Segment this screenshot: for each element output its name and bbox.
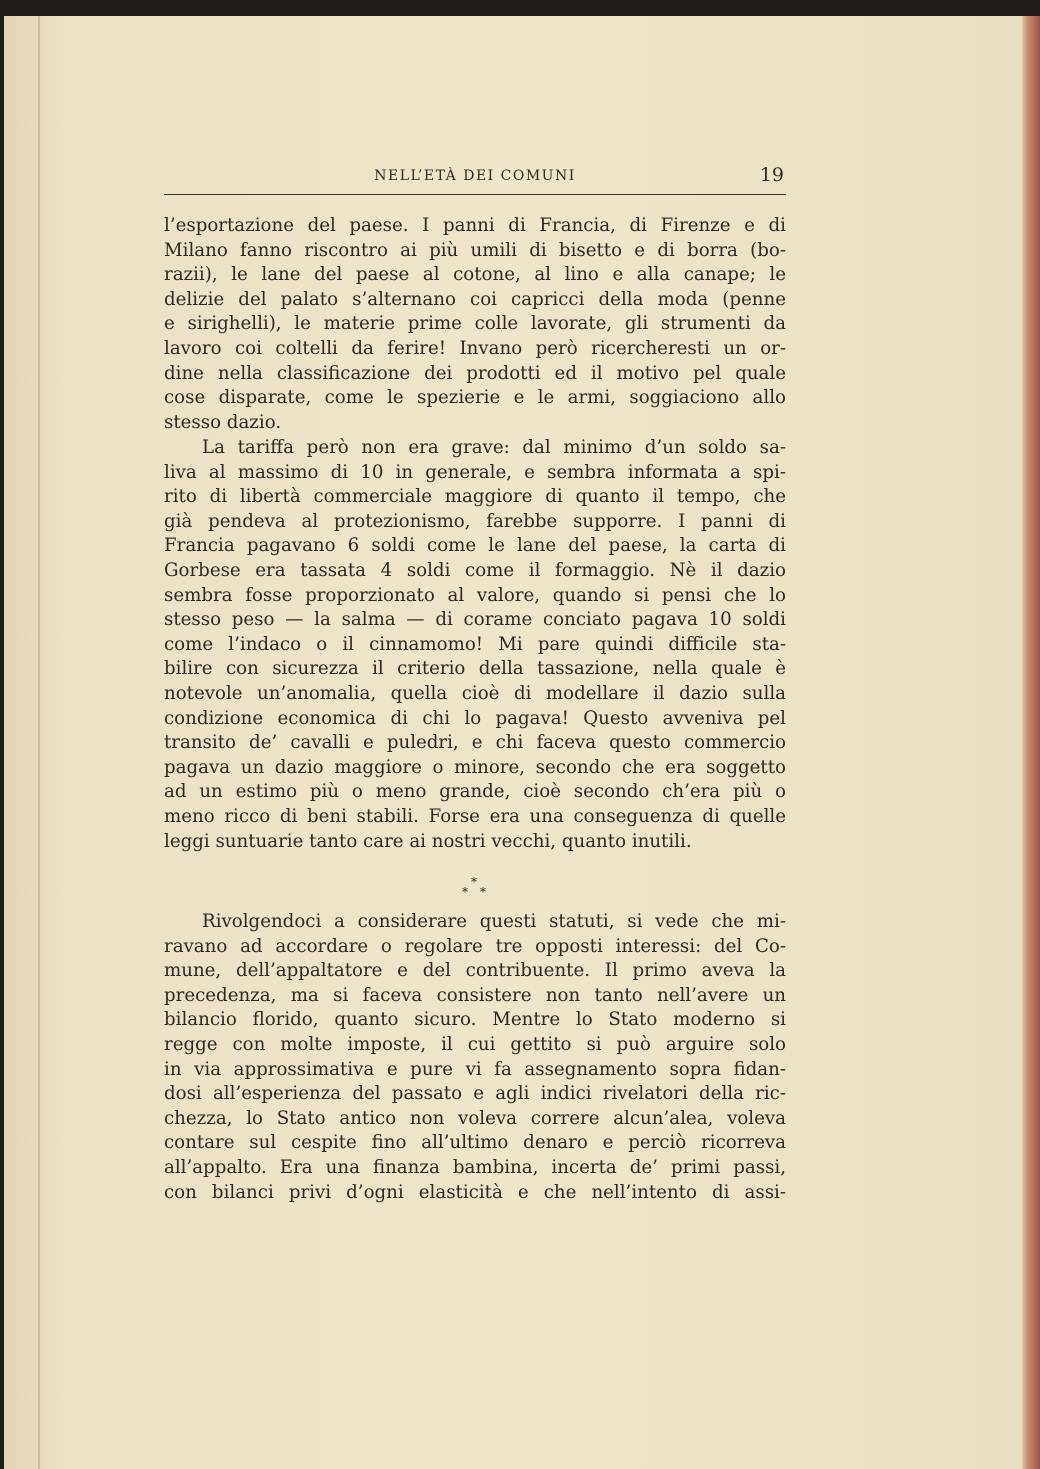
- text-line: lavoro coi coltelli da ferire! Invano però ricercheresti un or-: [164, 337, 786, 359]
- page-number: 19: [759, 164, 784, 186]
- paragraph-3: [164, 910, 786, 1205]
- paragraph-2: [164, 436, 786, 854]
- text-line: contare sul cespite fino all’ultimo denaro e perciò ricorreva: [164, 1132, 786, 1154]
- text-line: rito di libertà commerciale maggiore di quanto il tempo, che: [164, 486, 786, 508]
- running-head: [164, 160, 786, 195]
- text-line: cose disparate, come le spezierie e le armi, soggiaciono allo: [164, 387, 786, 409]
- text-line: liva al massimo di 10 in generale, e sembra informata a spi-: [164, 461, 786, 483]
- text-line: e sirighelli), le materie prime colle lavorate, gli strumenti da: [164, 313, 786, 335]
- text-line: stesso dazio.: [164, 411, 282, 433]
- section-break-asterism: [450, 874, 500, 904]
- text-line: leggi suntuarie tanto care ai nostri vecchi, quanto inutili.: [164, 830, 692, 852]
- text-line: dosi all’esperienza del passato e agli indici rivelatori della ric-: [164, 1083, 786, 1105]
- text-line: come l’indaco o il cinnamomo! Mi pare quindi difficile sta-: [164, 633, 786, 655]
- text-line: ad un estimo più o meno grande, cioè secondo ch’era più o: [164, 781, 786, 803]
- asterisk-icon: *: [471, 875, 477, 889]
- text-line: all’appalto. Era una finanza bambina, incerta de’ primi passi,: [164, 1156, 786, 1178]
- text-line: con bilanci privi d’ogni elasticità e che nell’intento di assi-: [164, 1181, 786, 1203]
- text-line: ravano ad accordare o regolare tre opposti interessi: del Co-: [164, 935, 786, 957]
- asterisk-icon: *: [480, 885, 486, 899]
- text-line: precedenza, ma si faceva consistere non tanto nell’avere un: [164, 984, 786, 1006]
- text-line: notevole un’anomalia, quella cioè di modellare il dazio sulla: [164, 682, 786, 704]
- text-line: bilire con sicurezza il criterio della tassazione, nella quale è: [164, 658, 786, 680]
- text-line: La tariffa però non era grave: dal minimo d’un soldo sa-: [202, 437, 786, 458]
- text-line: pagava un dazio maggiore o minore, secondo che era soggetto: [164, 756, 786, 778]
- page-edge: [1022, 16, 1040, 1469]
- text-line: delizie del palato s’alternano coi capricci della moda (penne: [164, 288, 786, 310]
- text-line: dine nella classificazione dei prodotti ed il motivo pel quale: [164, 362, 786, 384]
- text-line: Gorbese era tassata 4 soldi come il formaggio. Nè il dazio: [164, 559, 786, 581]
- text-line: l’esportazione del paese. I panni di Francia, di Firenze e di: [164, 215, 786, 236]
- paragraph-1: [164, 214, 786, 435]
- text-line: transito de’ cavalli e puledri, e chi faceva questo commercio: [164, 732, 786, 754]
- text-line: in via approssimativa e pure vi fa assegnamento sopra fidan-: [164, 1058, 786, 1080]
- text-line: Milano fanno riscontro ai più umili di bisetto e di borra (bo-: [164, 239, 786, 261]
- text-line: regge con molte imposte, il cui gettito si può arguire solo: [164, 1033, 786, 1055]
- text-line: meno ricco di beni stabili. Forse era una conseguenza di quelle: [164, 805, 786, 827]
- text-line: già pendeva al protezionismo, farebbe supporre. I panni di: [164, 510, 786, 532]
- text-line: razii), le lane del paese al cotone, al lino e alla canape; le: [164, 264, 786, 286]
- text-line: condizione economica di chi lo pagava! Questo avveniva pel: [164, 707, 786, 729]
- text-line: bilancio florido, quanto sicuro. Mentre lo Stato moderno si: [164, 1009, 786, 1031]
- text-line: Rivolgendoci a considerare questi statuti, si vede che mi-: [202, 911, 786, 932]
- text-line: Francia pagavano 6 soldi come le lane del paese, la carta di: [164, 535, 786, 557]
- text-line: chezza, lo Stato antico non voleva correre alcun’alea, voleva: [164, 1107, 786, 1129]
- running-title: NELL’ETÀ DEI COMUNI: [374, 168, 576, 184]
- asterisk-icon: *: [462, 885, 468, 899]
- binding-gutter: [38, 16, 40, 1469]
- text-line: sembra fosse proporzionato al valore, quando si pensi che lo: [164, 584, 786, 606]
- text-line: mune, dell’appaltatore e del contribuente. Il primo aveva la: [164, 960, 786, 982]
- text-line: stesso peso — la salma — di corame conciato pagava 10 soldi: [164, 609, 786, 631]
